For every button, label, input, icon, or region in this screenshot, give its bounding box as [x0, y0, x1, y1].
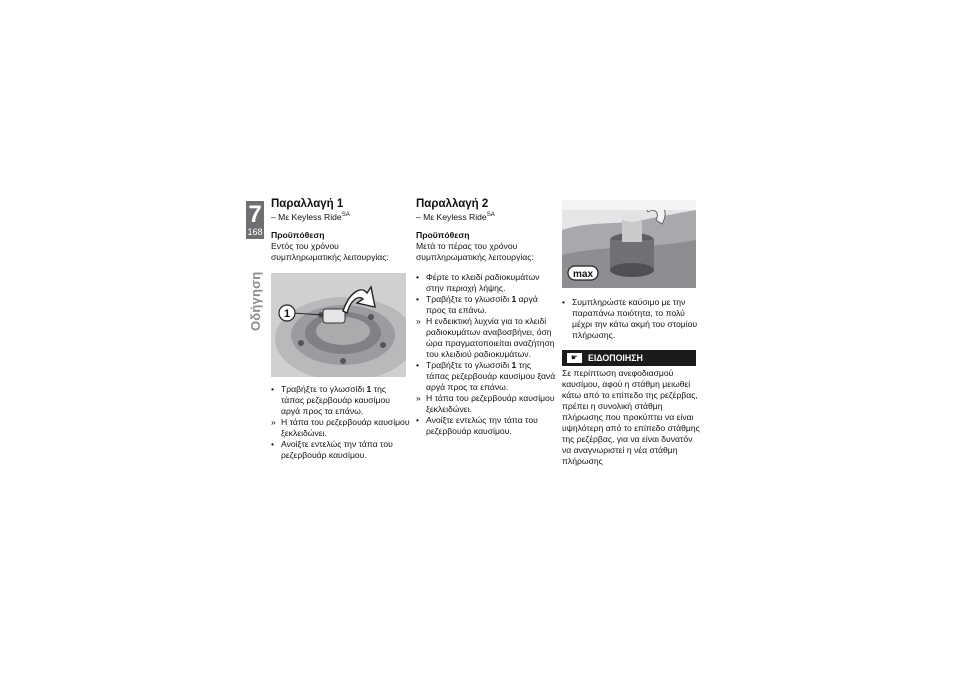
variant-1-prereq-text: Εντός του χρόνου συμπληρωματικής λειτουργίας: [271, 241, 389, 262]
callout-1: 1 [283, 308, 291, 320]
variant-2-steps [416, 272, 556, 437]
max-label: max [572, 269, 594, 280]
variant-1-prereq-title: Προϋπόθεση [271, 230, 325, 240]
chapter-tab [246, 201, 264, 239]
notice-banner [562, 350, 696, 366]
list-item: » Η τάπα του ρεζερβουάρ καυσίμου ξεκλειδώνει. [271, 417, 410, 438]
column-refuel [562, 200, 702, 467]
column-variant-1 [271, 197, 411, 461]
chapter-number: 7 [248, 201, 262, 228]
variant-1-steps [271, 384, 411, 461]
list-item: • Τραβήξτε το γλωσσίδι 1 αργά προς τα επάνω. [416, 294, 538, 315]
list-item: » Η ενδεικτική λυχνία για το κλειδί ραδιοκυμάτων αναβοσβήνει, όση ώρα πραγματοποιείται αναζήτηση του κλειδιού ραδιοκυμάτων. [416, 316, 555, 359]
list-item: • Φέρτε το κλειδί ραδιοκυμάτων στην περιοχή λήψης. [416, 272, 540, 293]
variant-2-prereq-text: Μετά το πέρας του χρόνου συμπληρωματικής λειτουργίας: [416, 241, 534, 262]
variant-1-title: Παραλλαγή 1 [271, 198, 344, 210]
list-item: • Συμπληρώστε καύσιμο με την παραπάνω ποιότητα, το πολύ μέχρι την κάτω ακμή του στομίου πλήρωσης. [562, 297, 698, 340]
refuel-steps [562, 297, 702, 341]
variant-2-subtitle: – Με Keyless Ride$^{SA}$ [416, 212, 495, 222]
fuel-cap-drawing [271, 273, 406, 377]
list-item: • Τραβήξτε το γλωσσίδι 1 της τάπας ρεζερβουάρ καυσίμου ξανά αργά προς τα επάνω. [416, 360, 556, 392]
list-item: • Τραβήξτε το γλωσσίδι 1 της τάπας ρεζερβουάρ καυσίμου αργά προς τα επάνω. [271, 384, 390, 416]
notice-title: ΕΙΔΟΠΟΙΗΣΗ [588, 353, 643, 363]
variant-1-subtitle: – Με Keyless Ride$^{SA}$ [271, 212, 350, 222]
fuel-cap-illustration [271, 273, 406, 377]
list-item: » Η τάπα του ρεζερβουάρ καυσίμου ξεκλειδώνει. [416, 393, 555, 414]
variant-2-title: Παραλλαγή 2 [416, 198, 489, 210]
hand-warning-icon: ☛ [567, 353, 582, 363]
notice-text: Σε περίπτωση ανεφοδιασμού καυσίμου, αφού η στάθμη μειωθεί κάτω από το επίπεδο της ρεζέρβας, πρέπει η συνολική στάθμη πλήρωσης που προκύπτει να είναι υψηλότερη από το επίπεδο στάθμης της ρεζέρβας, για να είναι δυνατόν να αναγνωριστεί η νέα στάθμη πλήρωσης [562, 368, 700, 466]
list-item: • Ανοίξτε εντελώς την τάπα του ρεζερβουάρ καυσίμου. [271, 439, 393, 460]
page-number: 168 [247, 227, 263, 237]
list-item: • Ανοίξτε εντελώς την τάπα του ρεζερβουάρ καυσίμου. [416, 415, 538, 436]
filler-neck-drawing [562, 200, 696, 288]
filler-neck-illustration [562, 200, 696, 288]
section-label: Οδήγηση [248, 271, 263, 331]
variant-2-prereq-title: Προϋπόθεση [416, 230, 470, 240]
column-variant-2 [416, 197, 556, 437]
